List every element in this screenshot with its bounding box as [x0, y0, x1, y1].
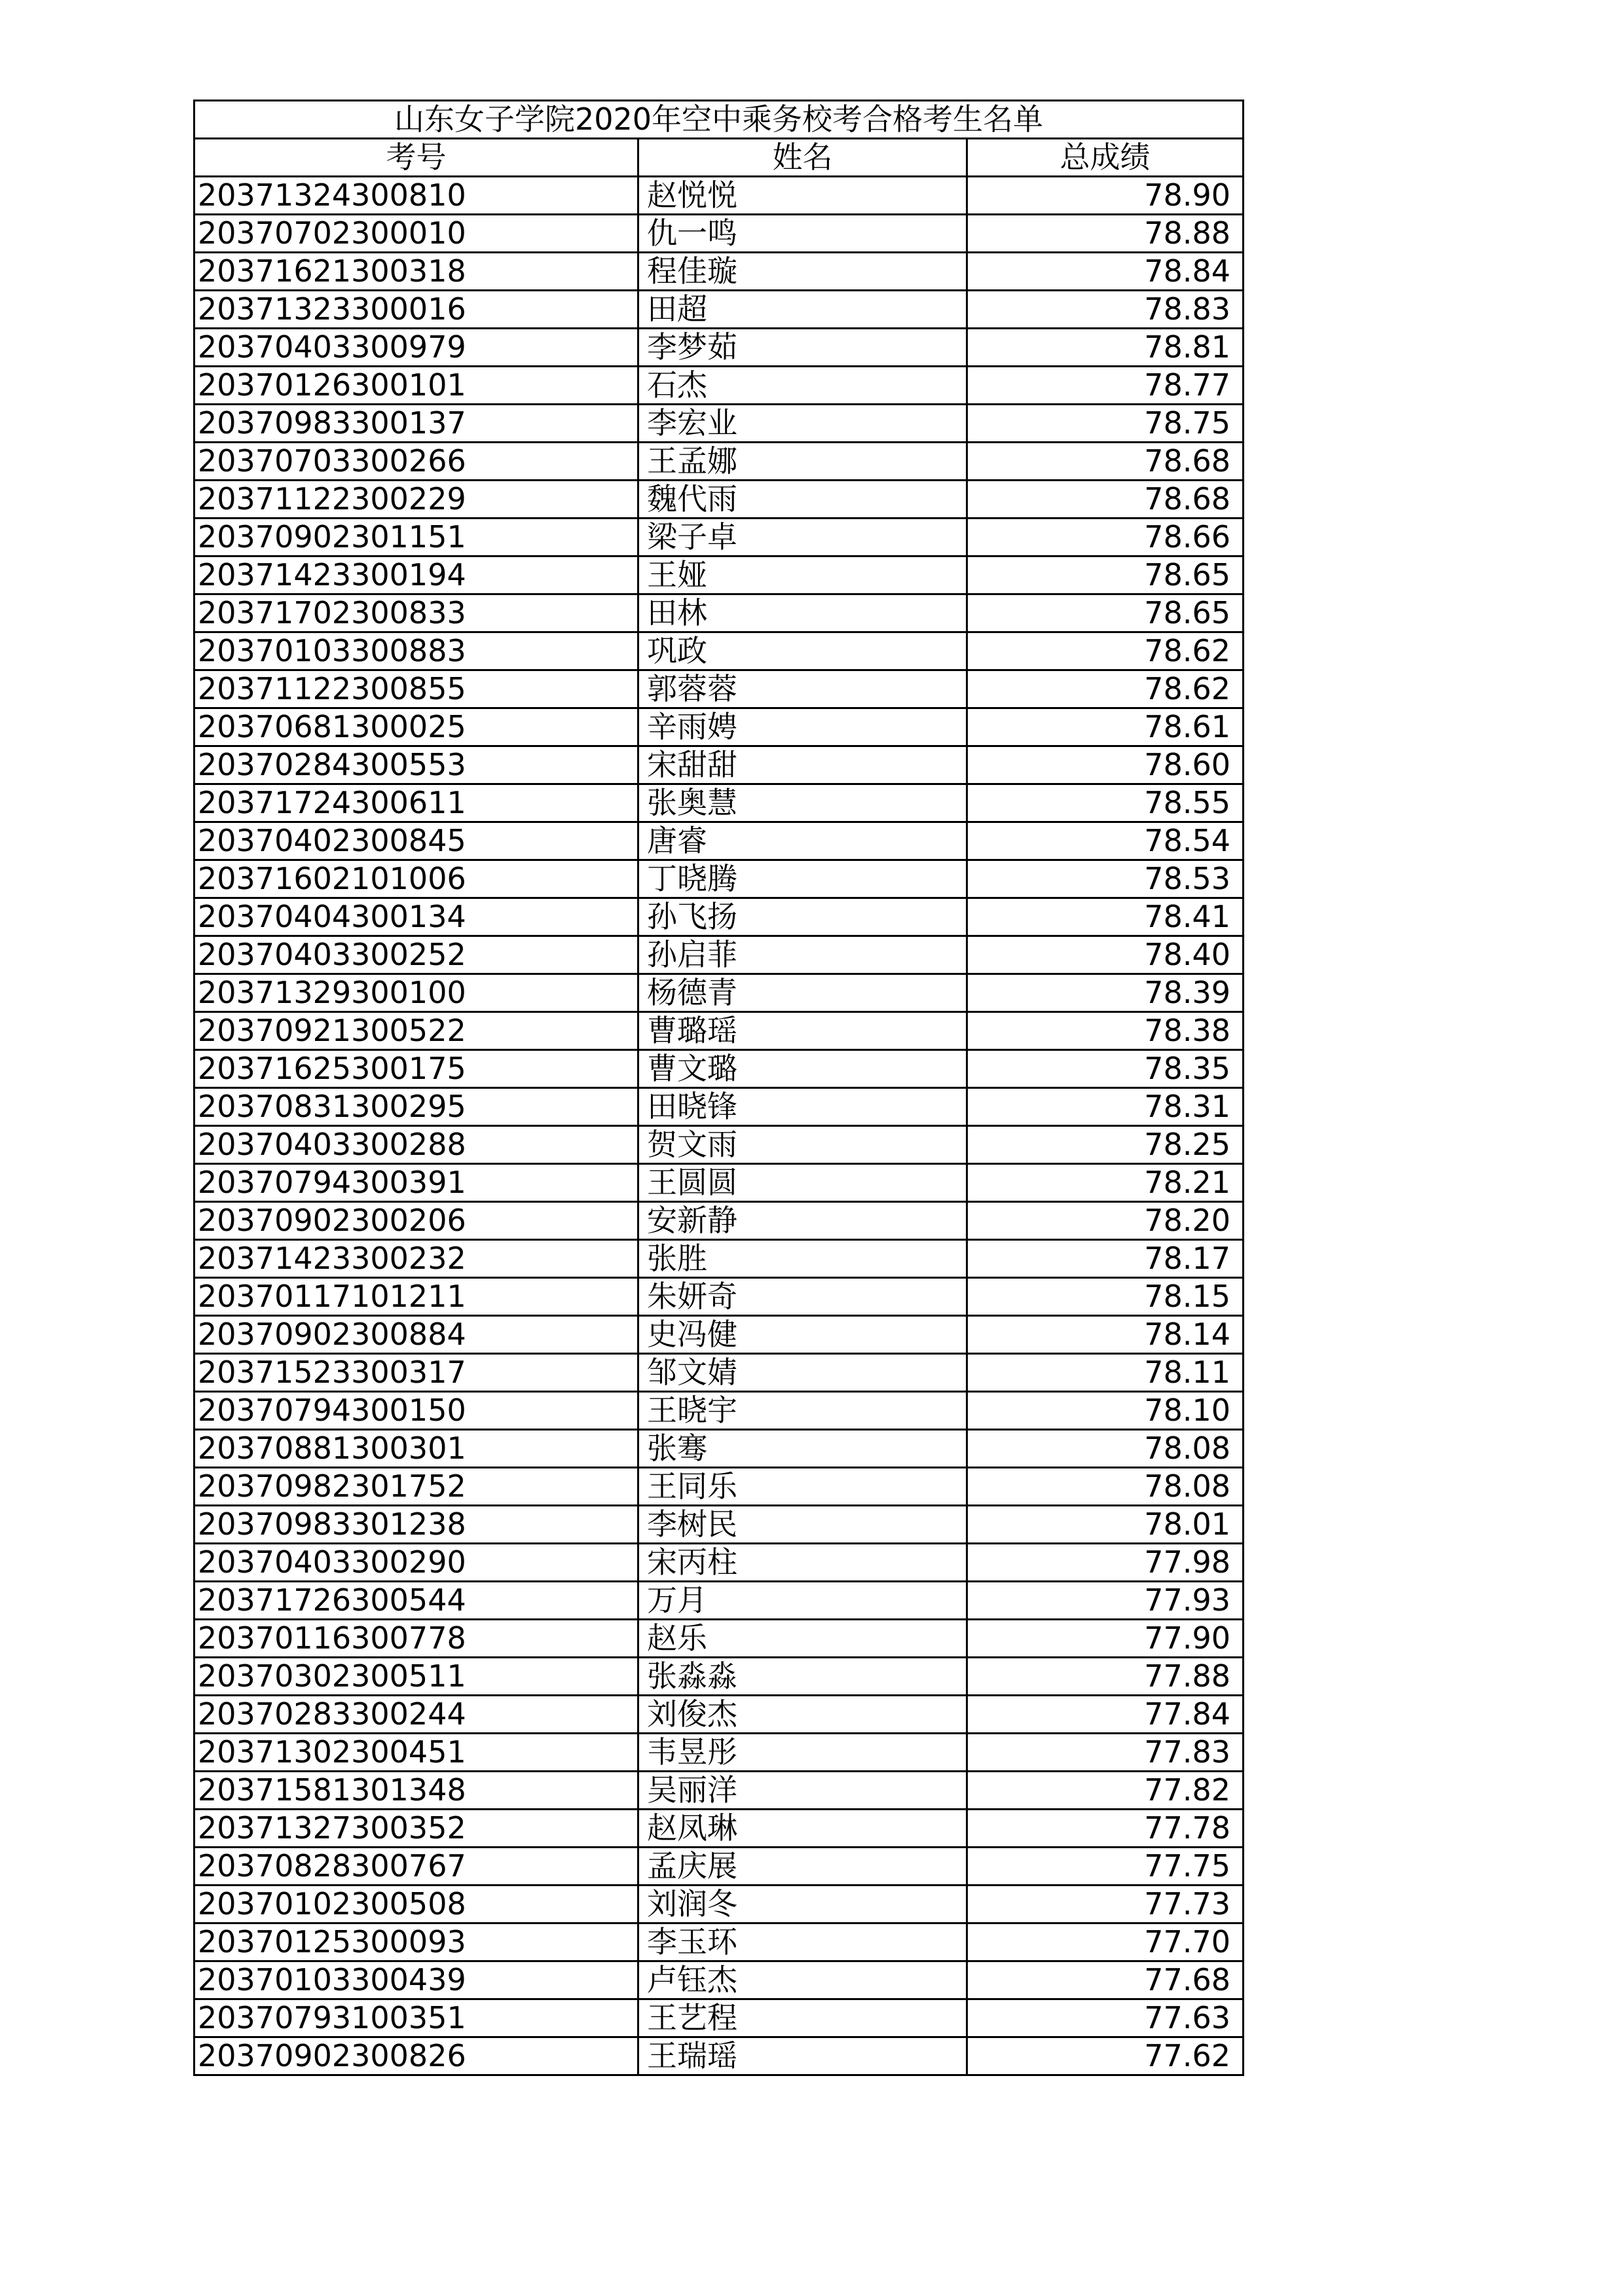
exam-id-cell: 20370404300134: [194, 898, 638, 936]
table-row: [194, 556, 1244, 594]
table-row: [194, 974, 1244, 1012]
table-row: [194, 1848, 1244, 1886]
exam-id-cell: 20370983301238: [194, 1506, 638, 1544]
exam-id-cell: 20370831300295: [194, 1088, 638, 1126]
table-row: [194, 1582, 1244, 1620]
exam-id-cell: 20370402300845: [194, 822, 638, 860]
score-cell: 77.63: [967, 1999, 1244, 2037]
score-cell: 78.14: [967, 1316, 1244, 1354]
score-cell: 77.70: [967, 1923, 1244, 1961]
name-cell: 万月: [638, 1582, 967, 1620]
exam-id-cell: 20371122300229: [194, 481, 638, 519]
score-cell: 78.08: [967, 1468, 1244, 1506]
name-cell: 宋丙柱: [638, 1544, 967, 1582]
score-cell: 77.82: [967, 1772, 1244, 1810]
exam-id-cell: 20370881300301: [194, 1430, 638, 1468]
name-cell: 贺文雨: [638, 1126, 967, 1164]
exam-id-cell: 20371724300611: [194, 784, 638, 822]
name-cell: 仇一鸣: [638, 215, 967, 253]
name-cell: 卢钰杰: [638, 1961, 967, 1999]
exam-id-cell: 20370283300244: [194, 1696, 638, 1734]
score-cell: 78.38: [967, 1012, 1244, 1050]
exam-id-cell: 20370681300025: [194, 708, 638, 746]
name-cell: 曹璐瑶: [638, 1012, 967, 1050]
name-cell: 李宏业: [638, 405, 967, 443]
exam-id-cell: 20370125300093: [194, 1923, 638, 1961]
name-cell: 王娅: [638, 556, 967, 594]
table-row: [194, 822, 1244, 860]
table-row: [194, 1240, 1244, 1278]
table-row: [194, 1164, 1244, 1202]
candidate-list-table: [193, 100, 1244, 2076]
name-cell: 吴丽洋: [638, 1772, 967, 1810]
score-cell: 78.66: [967, 519, 1244, 556]
table-row: [194, 1658, 1244, 1696]
score-cell: 78.21: [967, 1164, 1244, 1202]
title-row: [194, 101, 1244, 139]
name-cell: 王晓宇: [638, 1392, 967, 1430]
table-row: [194, 708, 1244, 746]
score-cell: 77.62: [967, 2037, 1244, 2075]
score-cell: 78.15: [967, 1278, 1244, 1316]
header-name: 姓名: [638, 139, 967, 177]
table-row: [194, 1012, 1244, 1050]
score-cell: 78.61: [967, 708, 1244, 746]
exam-id-cell: 20371323300016: [194, 291, 638, 329]
exam-id-cell: 20371602101006: [194, 860, 638, 898]
name-cell: 田晓锋: [638, 1088, 967, 1126]
score-cell: 78.25: [967, 1126, 1244, 1164]
score-cell: 78.35: [967, 1050, 1244, 1088]
exam-id-cell: 20370983300137: [194, 405, 638, 443]
name-cell: 刘润冬: [638, 1886, 967, 1923]
table-row: [194, 1772, 1244, 1810]
score-cell: 78.41: [967, 898, 1244, 936]
score-cell: 77.93: [967, 1582, 1244, 1620]
exam-id-cell: 20371324300810: [194, 177, 638, 215]
exam-id-cell: 20371327300352: [194, 1810, 638, 1848]
table-row: [194, 329, 1244, 367]
name-cell: 梁子卓: [638, 519, 967, 556]
score-cell: 78.53: [967, 860, 1244, 898]
header-row: [194, 139, 1244, 177]
table-row: [194, 1810, 1244, 1848]
name-cell: 张淼淼: [638, 1658, 967, 1696]
table-row: [194, 291, 1244, 329]
score-cell: 78.62: [967, 670, 1244, 708]
name-cell: 孙飞扬: [638, 898, 967, 936]
score-cell: 77.78: [967, 1810, 1244, 1848]
score-cell: 78.10: [967, 1392, 1244, 1430]
exam-id-cell: 20371702300833: [194, 594, 638, 632]
name-cell: 丁晓腾: [638, 860, 967, 898]
exam-id-cell: 20370902300826: [194, 2037, 638, 2075]
name-cell: 韦昱彤: [638, 1734, 967, 1772]
exam-id-cell: 20371423300232: [194, 1240, 638, 1278]
score-cell: 78.83: [967, 291, 1244, 329]
name-cell: 赵凤琳: [638, 1810, 967, 1848]
table-row: [194, 215, 1244, 253]
name-cell: 王同乐: [638, 1468, 967, 1506]
exam-id-cell: 20370116300778: [194, 1620, 638, 1658]
table-row: [194, 1961, 1244, 1999]
exam-id-cell: 20370703300266: [194, 443, 638, 481]
name-cell: 孟庆展: [638, 1848, 967, 1886]
score-cell: 78.55: [967, 784, 1244, 822]
exam-id-cell: 20370794300391: [194, 1164, 638, 1202]
score-cell: 78.31: [967, 1088, 1244, 1126]
score-cell: 77.88: [967, 1658, 1244, 1696]
table-row: [194, 1696, 1244, 1734]
name-cell: 宋甜甜: [638, 746, 967, 784]
exam-id-cell: 20370794300150: [194, 1392, 638, 1430]
name-cell: 张胜: [638, 1240, 967, 1278]
name-cell: 辛雨娉: [638, 708, 967, 746]
score-cell: 78.17: [967, 1240, 1244, 1278]
exam-id-cell: 20370284300553: [194, 746, 638, 784]
name-cell: 史冯健: [638, 1316, 967, 1354]
table-row: [194, 177, 1244, 215]
table-row: [194, 670, 1244, 708]
name-cell: 李树民: [638, 1506, 967, 1544]
table-row: [194, 519, 1244, 556]
score-cell: 78.20: [967, 1202, 1244, 1240]
score-cell: 78.11: [967, 1354, 1244, 1392]
table-row: [194, 1734, 1244, 1772]
exam-id-cell: 20370403300290: [194, 1544, 638, 1582]
name-cell: 朱妍奇: [638, 1278, 967, 1316]
exam-id-cell: 20371302300451: [194, 1734, 638, 1772]
exam-id-cell: 20371423300194: [194, 556, 638, 594]
exam-id-cell: 20371581301348: [194, 1772, 638, 1810]
exam-id-cell: 20370102300508: [194, 1886, 638, 1923]
table-row: [194, 405, 1244, 443]
exam-id-cell: 20371621300318: [194, 253, 638, 291]
name-cell: 郭蓉蓉: [638, 670, 967, 708]
name-cell: 李玉环: [638, 1923, 967, 1961]
name-cell: 王艺程: [638, 1999, 967, 2037]
table-row: [194, 936, 1244, 974]
exam-id-cell: 20370902300884: [194, 1316, 638, 1354]
table-row: [194, 898, 1244, 936]
table-row: [194, 1050, 1244, 1088]
name-cell: 李梦茹: [638, 329, 967, 367]
name-cell: 杨德青: [638, 974, 967, 1012]
score-cell: 77.73: [967, 1886, 1244, 1923]
score-cell: 77.83: [967, 1734, 1244, 1772]
exam-id-cell: 20370126300101: [194, 367, 638, 405]
score-cell: 78.65: [967, 556, 1244, 594]
table-row: [194, 1430, 1244, 1468]
exam-id-cell: 20370828300767: [194, 1848, 638, 1886]
table-row: [194, 784, 1244, 822]
score-cell: 78.90: [967, 177, 1244, 215]
exam-id-cell: 20371625300175: [194, 1050, 638, 1088]
name-cell: 田超: [638, 291, 967, 329]
name-cell: 王瑞瑶: [638, 2037, 967, 2075]
header-exam-id: 考号: [194, 139, 638, 177]
exam-id-cell: 20370982301752: [194, 1468, 638, 1506]
score-cell: 78.54: [967, 822, 1244, 860]
name-cell: 赵悦悦: [638, 177, 967, 215]
exam-id-cell: 20370403300252: [194, 936, 638, 974]
exam-id-cell: 20371329300100: [194, 974, 638, 1012]
table-row: [194, 481, 1244, 519]
name-cell: 邹文婧: [638, 1354, 967, 1392]
exam-id-cell: 20370793100351: [194, 1999, 638, 2037]
table-body: [194, 101, 1244, 2075]
exam-id-cell: 20370902300206: [194, 1202, 638, 1240]
table-row: [194, 367, 1244, 405]
score-cell: 77.90: [967, 1620, 1244, 1658]
table-row: [194, 632, 1244, 670]
name-cell: 曹文璐: [638, 1050, 967, 1088]
name-cell: 巩政: [638, 632, 967, 670]
exam-id-cell: 20370103300439: [194, 1961, 638, 1999]
name-cell: 田林: [638, 594, 967, 632]
table-row: [194, 1126, 1244, 1164]
name-cell: 魏代雨: [638, 481, 967, 519]
exam-id-cell: 20370921300522: [194, 1012, 638, 1050]
table-row: [194, 1468, 1244, 1506]
table-row: [194, 746, 1244, 784]
exam-id-cell: 20371523300317: [194, 1354, 638, 1392]
name-cell: 赵乐: [638, 1620, 967, 1658]
score-cell: 78.01: [967, 1506, 1244, 1544]
score-cell: 78.84: [967, 253, 1244, 291]
name-cell: 刘俊杰: [638, 1696, 967, 1734]
table-row: [194, 1202, 1244, 1240]
name-cell: 程佳璇: [638, 253, 967, 291]
table-row: [194, 594, 1244, 632]
table-row: [194, 1544, 1244, 1582]
exam-id-cell: 20370103300883: [194, 632, 638, 670]
table-title: 山东女子学院2020年空中乘务校考合格考生名单: [194, 101, 1244, 139]
exam-id-cell: 20371726300544: [194, 1582, 638, 1620]
table-row: [194, 443, 1244, 481]
name-cell: 王孟娜: [638, 443, 967, 481]
score-cell: 78.81: [967, 329, 1244, 367]
table-row: [194, 1088, 1244, 1126]
name-cell: 张奥慧: [638, 784, 967, 822]
score-cell: 77.98: [967, 1544, 1244, 1582]
score-cell: 78.39: [967, 974, 1244, 1012]
table-row: [194, 2037, 1244, 2075]
table-row: [194, 1316, 1244, 1354]
score-cell: 78.62: [967, 632, 1244, 670]
table-row: [194, 1886, 1244, 1923]
name-cell: 唐睿: [638, 822, 967, 860]
table-row: [194, 1354, 1244, 1392]
exam-id-cell: 20370302300511: [194, 1658, 638, 1696]
score-cell: 78.68: [967, 481, 1244, 519]
header-total-score: 总成绩: [967, 139, 1244, 177]
table-row: [194, 860, 1244, 898]
exam-id-cell: 20370117101211: [194, 1278, 638, 1316]
table-row: [194, 1392, 1244, 1430]
exam-id-cell: 20371122300855: [194, 670, 638, 708]
name-cell: 张骞: [638, 1430, 967, 1468]
table-row: [194, 1506, 1244, 1544]
score-cell: 78.60: [967, 746, 1244, 784]
exam-id-cell: 20370403300288: [194, 1126, 638, 1164]
score-cell: 78.08: [967, 1430, 1244, 1468]
score-cell: 78.65: [967, 594, 1244, 632]
score-cell: 78.88: [967, 215, 1244, 253]
score-cell: 78.68: [967, 443, 1244, 481]
table-row: [194, 1999, 1244, 2037]
name-cell: 王圆圆: [638, 1164, 967, 1202]
name-cell: 安新静: [638, 1202, 967, 1240]
name-cell: 石杰: [638, 367, 967, 405]
score-cell: 77.75: [967, 1848, 1244, 1886]
table-row: [194, 253, 1244, 291]
table-row: [194, 1923, 1244, 1961]
exam-id-cell: 20370403300979: [194, 329, 638, 367]
score-cell: 78.77: [967, 367, 1244, 405]
score-cell: 77.84: [967, 1696, 1244, 1734]
score-cell: 77.68: [967, 1961, 1244, 1999]
exam-id-cell: 20370702300010: [194, 215, 638, 253]
table-row: [194, 1620, 1244, 1658]
exam-id-cell: 20370902301151: [194, 519, 638, 556]
name-cell: 孙启菲: [638, 936, 967, 974]
score-cell: 78.40: [967, 936, 1244, 974]
table-row: [194, 1278, 1244, 1316]
score-cell: 78.75: [967, 405, 1244, 443]
